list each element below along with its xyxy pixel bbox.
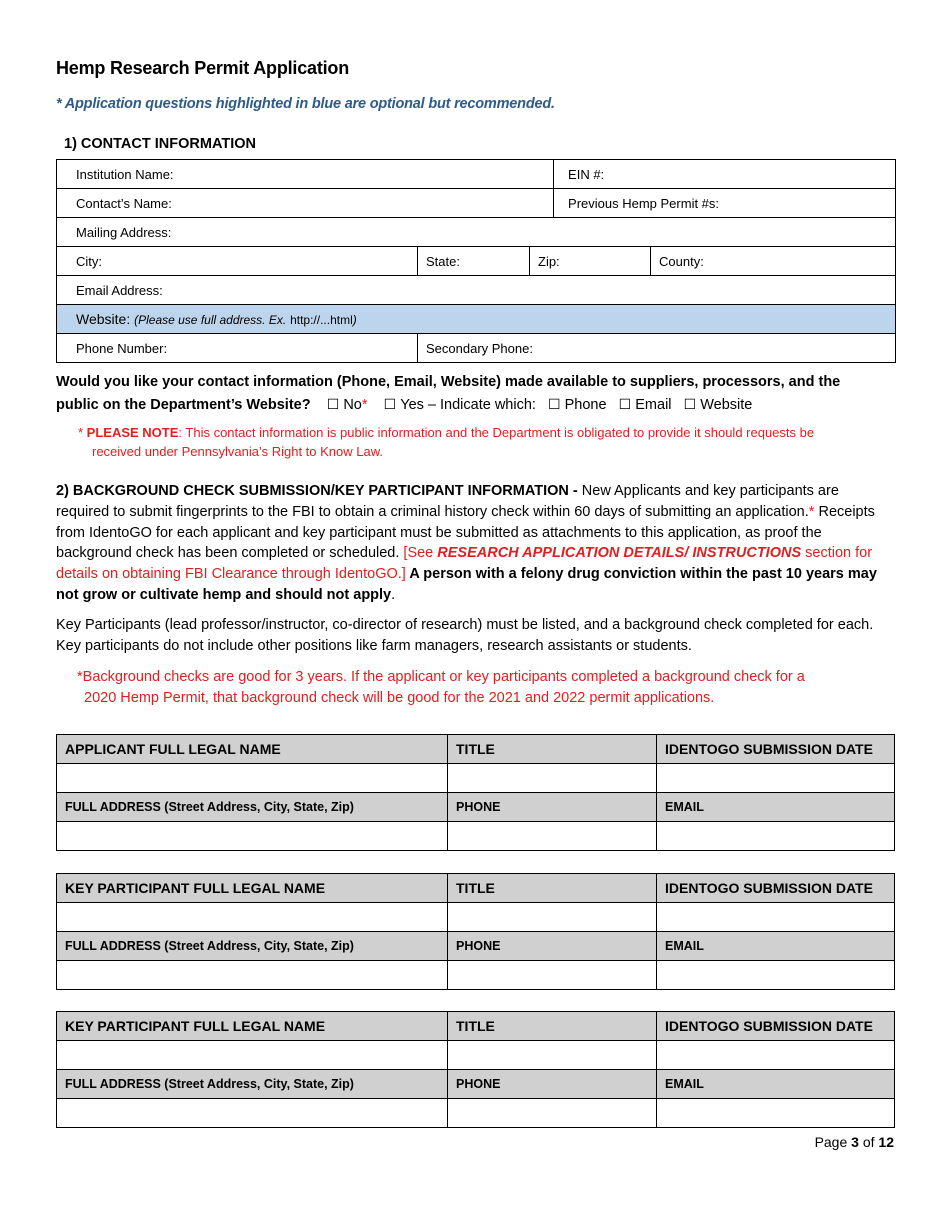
key-participant-table-2 — [56, 1011, 895, 1128]
website-hint: (Please use full address. Ex. — [134, 313, 287, 327]
kp1-date-header: IDENTOGO SUBMISSION DATE — [657, 874, 895, 903]
zip-field[interactable] — [530, 247, 651, 276]
background-validity-note — [77, 667, 897, 709]
email-checkbox[interactable]: ☐ — [618, 396, 632, 412]
no-checkbox[interactable]: ☐ — [326, 396, 340, 412]
page-number — [815, 1134, 894, 1150]
bg-text-a: New Applicants and key participants are required to submit fingerprints to the FBI to obtain a criminal history check within 60 days of submitting an application. — [56, 483, 839, 520]
kp1-phone-input[interactable] — [448, 961, 657, 990]
email-address-field[interactable]: Email Address: — [57, 276, 896, 305]
public-info-note — [78, 423, 888, 461]
kp2-address-input[interactable] — [57, 1099, 448, 1128]
applicant-date-input[interactable] — [657, 764, 895, 793]
kp2-phone-header: PHONE — [448, 1070, 657, 1099]
website-example: http://...html — [290, 313, 353, 327]
applicant-address-input[interactable] — [57, 822, 448, 851]
note-star: * — [78, 425, 87, 440]
validity-note-b: 2020 Hemp Permit, that background check will be good for the 2021 and 2022 permit applications. — [84, 690, 715, 706]
city-field[interactable]: City: — [57, 247, 418, 276]
section-background-heading: 2) BACKGROUND CHECK SUBMISSION/KEY PARTICIPANT INFORMATION - — [56, 483, 578, 499]
key-participants-paragraph: Key Participants (lead professor/instructor, co-director of research) must be listed, and a background check completed for each. Key participants do not include other positions like farm managers, research assistants or students. — [56, 617, 874, 654]
applicant-name-header: APPLICANT FULL LEGAL NAME — [57, 735, 448, 764]
kp2-name-input[interactable] — [57, 1041, 448, 1070]
kp1-title-input[interactable] — [448, 903, 657, 932]
website-field[interactable] — [57, 305, 896, 334]
key-participant-table-1 — [56, 873, 895, 990]
kp2-date-header: IDENTOGO SUBMISSION DATE — [657, 1012, 895, 1041]
kp1-name-input[interactable] — [57, 903, 448, 932]
kp2-title-header: TITLE — [448, 1012, 657, 1041]
website-label: Website: — [76, 311, 131, 327]
email-option-label: Email — [635, 397, 672, 413]
validity-note-a: *Background checks are good for 3 years. If the applicant or key participants completed a background check for a — [77, 669, 805, 685]
bg-end: . — [391, 586, 396, 603]
kp2-address-header: FULL ADDRESS (Street Address, City, State, Zip) — [57, 1070, 448, 1099]
page-title: Hemp Research Permit Application — [56, 58, 350, 78]
applicant-email-header: EMAIL — [657, 793, 895, 822]
page-word: Page — [814, 1134, 848, 1150]
kp1-phone-header: PHONE — [448, 932, 657, 961]
kp1-address-input[interactable] — [57, 961, 448, 990]
kp1-email-input[interactable] — [657, 961, 895, 990]
phone-checkbox[interactable]: ☐ — [548, 396, 561, 412]
kp2-email-header: EMAIL — [657, 1070, 895, 1099]
kp1-name-header: KEY PARTICIPANT FULL LEGAL NAME — [57, 874, 448, 903]
section-contact-heading: 1) CONTACT INFORMATION — [64, 136, 256, 152]
institution-name-field[interactable]: Institution Name: — [57, 160, 554, 189]
contact-name-field[interactable]: Contact’s Name: — [57, 189, 554, 218]
applicant-phone-header: PHONE — [448, 793, 657, 822]
bg-ref-a: [See — [403, 545, 438, 562]
website-option-label: Website — [700, 397, 753, 413]
yes-checkbox[interactable]: ☐ — [383, 396, 397, 412]
page-total: 12 — [878, 1134, 894, 1150]
note-text-a: : This contact information is public information and the Department is obligated to provide it should requests be — [178, 425, 815, 440]
mailing-address-field[interactable]: Mailing Address: — [57, 218, 896, 247]
bg-star: * — [808, 503, 815, 520]
no-option-star: * — [361, 397, 368, 413]
previous-permit-field[interactable]: Previous Hemp Permit #s: — [554, 189, 896, 218]
applicant-title-input[interactable] — [448, 764, 657, 793]
question-line-2: public on the Department’s Website? — [56, 397, 311, 413]
contact-info-table — [56, 159, 896, 363]
kp1-address-header: FULL ADDRESS (Street Address, City, State, Zip) — [57, 932, 448, 961]
kp2-title-input[interactable] — [448, 1041, 657, 1070]
kp1-title-header: TITLE — [448, 874, 657, 903]
county-field[interactable]: County: — [651, 247, 896, 276]
applicant-table — [56, 734, 895, 851]
kp2-date-input[interactable] — [657, 1041, 895, 1070]
note-text-b: received under Pennsylvania’s Right to Know Law. — [92, 444, 383, 459]
kp1-email-header: EMAIL — [657, 932, 895, 961]
zip-label: Zip: — [538, 253, 560, 269]
question-line-1: Would you like your contact information (Phone, Email, Website) made available to suppliers, processors, and the — [56, 374, 841, 390]
background-check-paragraph — [56, 481, 896, 606]
kp1-date-input[interactable] — [657, 903, 895, 932]
phone-number-field[interactable]: Phone Number: — [57, 334, 418, 363]
kp2-name-header: KEY PARTICIPANT FULL LEGAL NAME — [57, 1012, 448, 1041]
page-current: 3 — [851, 1134, 859, 1150]
bg-text-b: Receipts from IdentoGO for each applicant and key participant must be submitted as attachments to this application, as proof the background check has been completed or scheduled. — [56, 503, 875, 562]
phone-option-label: Phone — [564, 397, 607, 413]
bg-ref-b: section for details on obtaining FBI Clearance through IdentoGO.] — [56, 545, 873, 583]
applicant-name-input[interactable] — [57, 764, 448, 793]
applicant-title-header: TITLE — [448, 735, 657, 764]
applicant-email-input[interactable] — [657, 822, 895, 851]
optional-note: * Application questions highlighted in blue are optional but recommended. — [56, 96, 555, 112]
publish-contact-question — [56, 371, 906, 416]
state-field[interactable]: State: — [418, 247, 530, 276]
applicant-phone-input[interactable] — [448, 822, 657, 851]
applicant-date-header: IDENTOGO SUBMISSION DATE — [657, 735, 895, 764]
applicant-address-header: FULL ADDRESS (Street Address, City, State, Zip) — [57, 793, 448, 822]
ein-field[interactable]: EIN #: — [554, 160, 896, 189]
kp2-phone-input[interactable] — [448, 1099, 657, 1128]
website-checkbox[interactable]: ☐ — [683, 396, 697, 412]
kp2-email-input[interactable] — [657, 1099, 895, 1128]
secondary-phone-field[interactable]: Secondary Phone: — [418, 334, 896, 363]
no-option-label: No — [343, 397, 362, 413]
bg-ref-link: RESEARCH APPLICATION DETAILS/ INSTRUCTIONS — [437, 545, 802, 562]
of-word: of — [862, 1134, 875, 1150]
yes-option-label: Yes – Indicate which: — [400, 397, 536, 413]
felony-warning: A person with a felony drug conviction within the past 10 years may not grow or cultivate hemp and should not apply — [56, 566, 877, 603]
please-note-label: PLEASE NOTE — [86, 425, 179, 440]
website-hint-close: ) — [352, 313, 357, 327]
